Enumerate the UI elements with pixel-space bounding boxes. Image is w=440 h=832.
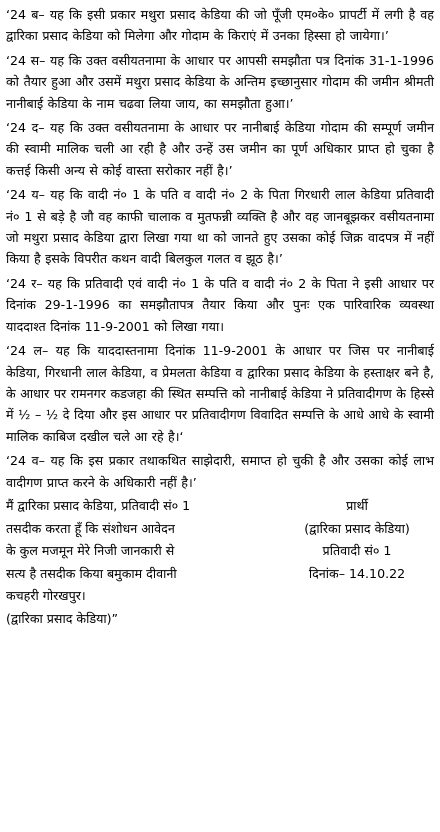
paragraph-24s: ‘24 स– यह कि उक्त वसीयतनामा के आधार पर आपसी समझौता पत्र दिनांक 31-1-1996 को तैयार हुआ और उसमें मथुरा प्रसाद केडिया के अन्तिम इच्छानुसार गोदाम की जमीन श्रीमती नानीबाई केडिया के नाम चढवा लिया जाय, का समझौता हुआ।’ — [6, 52, 434, 111]
verification-line: सत्य है तसदीक किया बमुकाम दीवानी — [6, 565, 177, 581]
applicant-block — [274, 495, 440, 585]
paragraph-24y: ‘24 य– यह कि वादी नं० 1 के पति व वादी नं० 2 के पिता गिरधारी लाल केडिया प्रतिवादी नं० 1 से बड़े है जौ वह काफी चालाक व मुतफन्नी व्यक्ति है और वह जानबूझकर वसीयतनामा जो मथुरा प्रसाद केडिया द्वारा लिखा गया था को जानते हुए उसका कोई जिक्र वादपत्र में नहीं किया है इसके विपरीत कथन वादी बिलकुल गलत व झूठ है।’ — [6, 187, 434, 267]
verification-line: के कुल मजमून मेरे निजी जानकारी से — [6, 543, 175, 559]
paragraph-24r: ‘24 र– यह कि प्रतिवादी एवं वादी नं० 1 के पति व वादी नं० 2 के पिता ने इसी आधार पर दिनांक 29-1-1996 का समझौतापत्र तैयार किया और पुनः एक पारिवारिक व्यवस्था याददाश्त दिनांक 11-9-2001 को लिखा गया। — [6, 275, 434, 334]
paragraph-24v: ‘24 व– यह कि इस प्रकार तथाकथित साझेदारी, समाप्त हो चुकी है और उसका कोई लाभ वादीगण प्राप्त करने के अधिकारी नहीं है।’ — [6, 453, 434, 490]
applicant-name: (द्वारिका प्रसाद केडिया) — [304, 520, 410, 536]
paragraph-24l: ‘24 ल– यह कि याददास्तनामा दिनांक 11-9-2001 के आधार पर जिस पर नानीबाई केडिया, गिरधानी लाल केडिया, व प्रेमलता केडिया व द्वारिका प्रसाद केडिया के हस्ताक्षर बने है, के आधार पर रामनगर कडजहा की स्थित सम्पत्ति को नानीबाई केडिया ने प्रतिवादीगण के हिस्से में ½ – ½ दे दिया और इस आधार पर प्रतिवादीगण विवादित सम्पत्ति के आधे आधे के स्वामी मालिक काबिज दखील चले आ रहे है।‘ — [6, 343, 434, 444]
applicant-role: प्रतिवादी सं० 1 — [322, 543, 392, 559]
applicant-title: प्रार्थी — [346, 497, 368, 513]
signature-section — [6, 495, 434, 665]
paragraph-24b: ‘24 ब– यह कि इसी प्रकार मथुरा प्रसाद केडिया की जो पूँजी एम०के० प्रापर्टी में लगी है वह द्वारिका प्रसाद केडिया को मिलेगा और गोदाम के किराएं में उनका हिस्सा हो जायेगा।’ — [6, 7, 434, 44]
verification-line: मैं द्वारिका प्रसाद केडिया, प्रतिवादी सं० 1 — [6, 497, 191, 513]
verification-line: तसदीक करता हूँ कि संशोधन आवेदन — [6, 520, 175, 536]
applicant-date: दिनांक– 14.10.22 — [308, 565, 406, 581]
verification-block — [6, 495, 256, 631]
verification-line: कचहरी गोरखपुर। — [6, 588, 86, 604]
paragraph-24d: ‘24 द– यह कि उक्त वसीयतनामा के आधार पर नानीबाई केडिया गोदाम की सम्पूर्ण जमीन की स्वामी मालिक चली आ रही है और उन्हें उस जमीन का पूर्ण अधिकार प्राप्त हो चुका है कत्तई किसी अन्य से कोई वास्ता सरोकार नहीं है।’ — [6, 120, 434, 178]
verification-signatory: (द्वारिका प्रसाद केडिया)” — [6, 610, 119, 626]
